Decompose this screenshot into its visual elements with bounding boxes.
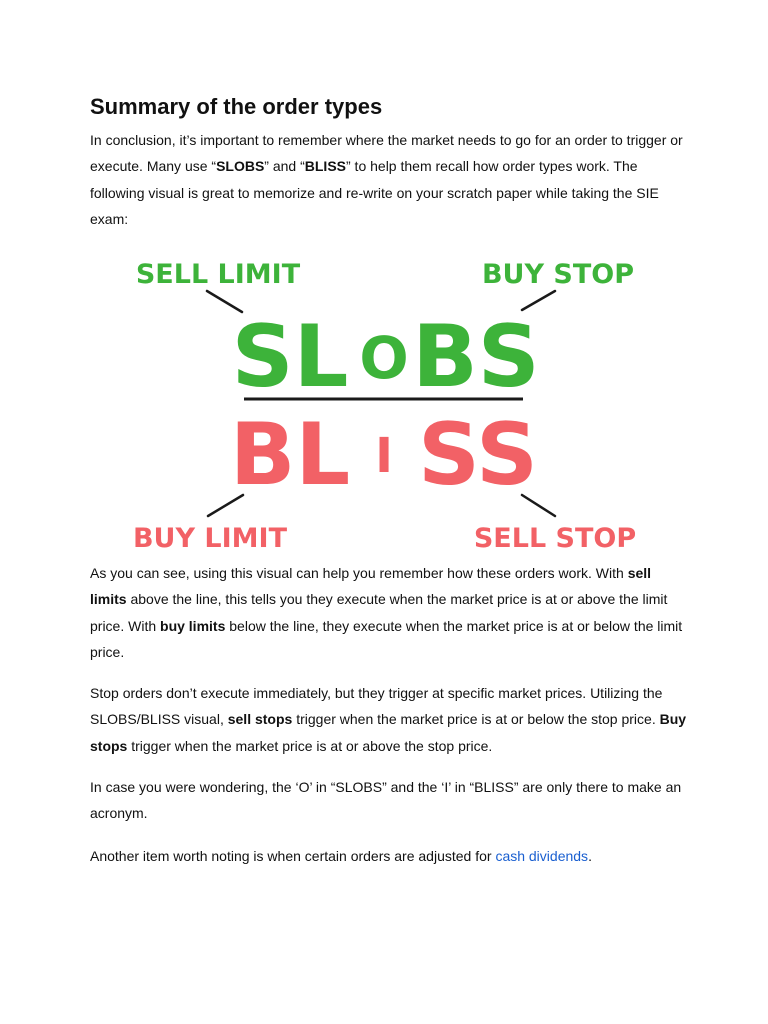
bliss-i: I xyxy=(375,428,393,484)
intro-text-1: In conclusion, it’s important to remember where the market needs to go for an order to trigger or execute. Many use “ xyxy=(90,132,683,175)
label-buy-limit: BUY LIMIT xyxy=(132,523,288,553)
stops-text-3: trigger when the market price is at or above the stop price. xyxy=(127,737,493,754)
stops-bold-buy-stops: Buy stops xyxy=(90,711,687,754)
limits-text-3: below the line, they execute when the market price is at or below the limit price. xyxy=(90,617,683,660)
limits-text-2: above the line, this tells you they execute when the market price is at or above the limit price. With xyxy=(90,591,668,634)
intro-text-3: ” to help them recall how order types work. The following visual is great to memorize and re-write on your scratch paper while taking the SIE exam: xyxy=(90,158,659,227)
label-buy-stop: BUY STOP xyxy=(481,259,635,290)
limits-bold-sell-limits: sell limits xyxy=(90,565,652,608)
slobs-bliss-visual xyxy=(0,248,768,553)
slobs-o: O xyxy=(359,324,409,392)
limits-text-1: As you can see, using this visual can help you remember how these orders work. With xyxy=(90,565,628,581)
stops-paragraph xyxy=(90,680,690,759)
cash-dividends-link[interactable]: cash dividends xyxy=(495,848,589,864)
dividends-paragraph xyxy=(90,843,690,869)
acronym-paragraph: In case you were wondering, the ‘O’ in “SLOBS” and the ‘I’ in “BLISS” are only there to make an acronym. xyxy=(90,779,682,822)
slobs-bliss-diagram xyxy=(0,248,768,553)
stops-text-2: trigger when the market price is at or below the stop price. xyxy=(292,711,660,728)
page-title: Summary of the order types xyxy=(90,94,383,119)
slobs-bs: BS xyxy=(412,307,540,407)
stops-text-1: Stop orders don’t execute immediately, but they trigger at specific market prices. Utilizing the SLOBS/BLISS visual, xyxy=(90,685,663,728)
intro-text-2: ” and “ xyxy=(264,158,305,175)
intro-bold-slobs: SLOBS xyxy=(216,158,265,175)
dividends-text-2: . xyxy=(588,848,592,864)
bliss-bl: BL xyxy=(229,405,351,505)
label-sell-stop: SELL STOP xyxy=(473,523,637,553)
slobs-sl: SL xyxy=(231,307,349,407)
label-sell-limit: SELL LIMIT xyxy=(135,259,301,290)
intro-bold-bliss: BLISS xyxy=(304,158,346,175)
limits-bold-buy-limits: buy limits xyxy=(160,617,226,634)
stops-bold-sell-stops: sell stops xyxy=(227,711,293,728)
limits-paragraph xyxy=(90,560,690,665)
dividends-text-1: Another item worth noting is when certain orders are adjusted for xyxy=(90,848,496,864)
intro-paragraph xyxy=(90,127,690,232)
bliss-ss: SS xyxy=(417,405,539,505)
